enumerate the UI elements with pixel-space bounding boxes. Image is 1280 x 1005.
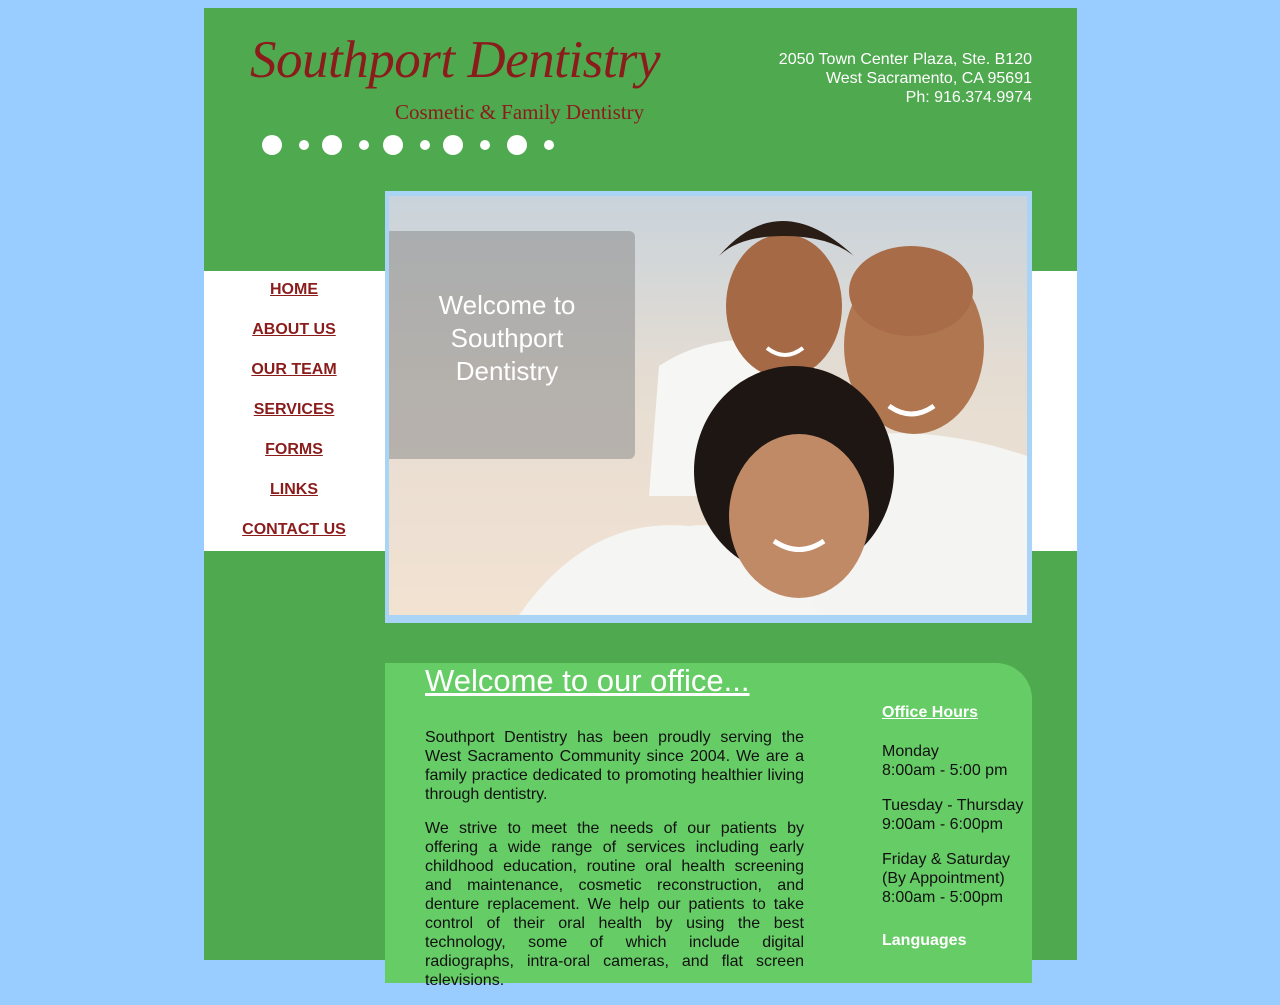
nav-about-us[interactable]: ABOUT US	[252, 321, 336, 338]
dot-small	[544, 140, 554, 150]
decorative-dots	[262, 135, 582, 155]
office-hours	[882, 703, 1032, 950]
logo[interactable]	[250, 30, 710, 124]
nav-forms[interactable]: FORMS	[265, 441, 323, 458]
hours-time: 8:00am - 5:00 pm	[882, 762, 1008, 779]
hours-day: Tuesday - Thursday	[882, 797, 1024, 814]
welcome-line-3: Dentistry	[455, 356, 559, 386]
address-line-1: 2050 Town Center Plaza, Ste. B120	[778, 51, 1032, 68]
intro-paragraph-2: We strive to meet the needs of our patients by offering a wide range of services including early childhood education, routine oral health screening and maintenance, cosmetic reconstruction, and denture replacement. We help our patients to take control of their oral health by using the best technology, some of which include digital radiographs, intra-oral cameras, and flat screen televisions.	[425, 820, 804, 989]
hours-block-tue-thu	[882, 796, 1032, 834]
welcome-line-2: Southport	[450, 323, 564, 353]
dot-small	[420, 140, 430, 150]
logo-title: Southport Dentistry	[250, 31, 661, 89]
dot-large	[507, 135, 527, 155]
hours-block-monday	[882, 742, 1032, 780]
hero-banner	[385, 191, 1032, 623]
office-hours-title[interactable]: Office Hours	[882, 704, 979, 721]
languages-title: Languages	[882, 932, 967, 949]
dot-large	[383, 135, 403, 155]
hours-time: 9:00am - 6:00pm	[882, 816, 1003, 833]
nav-contact-us[interactable]: CONTACT US	[242, 521, 346, 538]
logo-subtitle: Cosmetic & Family Dentistry	[395, 100, 645, 124]
dot-small	[299, 140, 309, 150]
address-line-2: West Sacramento, CA 95691	[825, 70, 1032, 87]
nav-our-team[interactable]: OUR TEAM	[251, 361, 337, 378]
page-title[interactable]: Welcome to our office...	[425, 663, 750, 698]
nav-home[interactable]: HOME	[270, 281, 318, 298]
family-photo	[389, 196, 1027, 615]
hours-time: 8:00am - 5:00pm	[882, 889, 1003, 906]
nav-services[interactable]: SERVICES	[253, 401, 335, 418]
welcome-overlay-text	[389, 289, 625, 388]
intro-text	[425, 728, 804, 1005]
hours-day: Monday	[882, 743, 939, 760]
hours-note: (By Appointment)	[882, 870, 1005, 887]
hours-day: Friday & Saturday	[882, 851, 1011, 868]
dot-large	[322, 135, 342, 155]
page-container	[204, 8, 1077, 989]
dot-large	[262, 135, 282, 155]
intro-paragraph-1: Southport Dentistry has been proudly serving the West Sacramento Community since 2004. We are a family practice dedicated to promoting healthier living through dentistry.	[425, 729, 804, 803]
nav-links[interactable]: LINKS	[270, 481, 318, 498]
main-content	[385, 663, 1032, 989]
welcome-overlay	[389, 231, 635, 459]
phone-number: Ph: 916.374.9974	[905, 89, 1032, 106]
dot-small	[359, 140, 369, 150]
dot-small	[480, 140, 490, 150]
dot-large	[443, 135, 463, 155]
hours-block-fri-sat	[882, 850, 1032, 907]
contact-address	[779, 50, 1032, 107]
main-nav	[204, 271, 384, 551]
welcome-line-1: Welcome to	[438, 290, 576, 320]
